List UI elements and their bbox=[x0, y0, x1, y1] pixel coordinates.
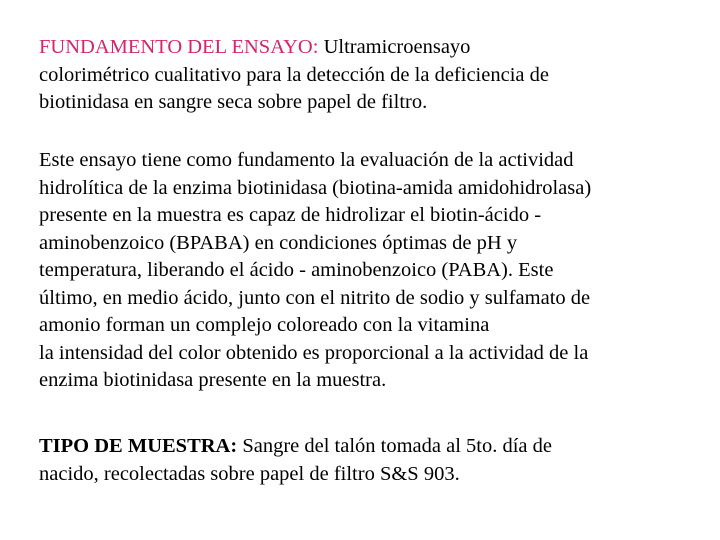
descripcion-line-3: presente en la muestra es capaz de hidrolizar el biotin-ácido - bbox=[39, 204, 542, 226]
tipo-muestra-paragraph bbox=[39, 433, 699, 488]
fundamento-heading: FUNDAMENTO DEL ENSAYO: bbox=[39, 36, 319, 58]
tipo-muestra-line-1 bbox=[39, 433, 699, 461]
tipo-muestra-text-1: Sangre del talón tomada al 5to. día de bbox=[237, 435, 552, 457]
descripcion-line-1: Este ensayo tiene como fundamento la evaluación de la actividad bbox=[39, 149, 574, 171]
tipo-muestra-heading: TIPO DE MUESTRA: bbox=[39, 435, 238, 457]
descripcion-line-8: la intensidad del color obtenido es proporcional a la actividad de la bbox=[39, 341, 589, 364]
descripcion-line-4: aminobenzoico (BPABA) en condiciones óptimas de pH y bbox=[39, 231, 518, 254]
descripcion-line-2: hidrolítica de la enzima biotinidasa (biotina-amida amidohidrolasa) bbox=[39, 176, 592, 199]
descripcion-paragraph bbox=[39, 147, 699, 395]
descripcion-line-7: amonio forman un complejo coloreado con la vitamina bbox=[39, 314, 490, 336]
fundamento-text-2: colorimétrico cualitativo para la detección de la deficiencia de bbox=[39, 63, 549, 86]
descripcion-line-9: enzima biotinidasa presente en la muestra. bbox=[39, 369, 387, 391]
descripcion-line-6: último, en medio ácido, junto con el nitrito de sodio y sulfamato de bbox=[39, 286, 591, 309]
fundamento-text-1: Ultramicroensayo bbox=[318, 36, 471, 58]
fundamento-text-3: biotinidasa en sangre seca sobre papel de filtro. bbox=[39, 91, 428, 113]
tipo-muestra-text-2: nacido, recolectadas sobre papel de filtro S&S 903. bbox=[39, 462, 460, 485]
fundamento-line-1 bbox=[39, 34, 699, 62]
descripcion-line-5: temperatura, liberando el ácido - aminobenzoico (PABA). Este bbox=[39, 259, 554, 281]
fundamento-paragraph bbox=[39, 34, 699, 117]
